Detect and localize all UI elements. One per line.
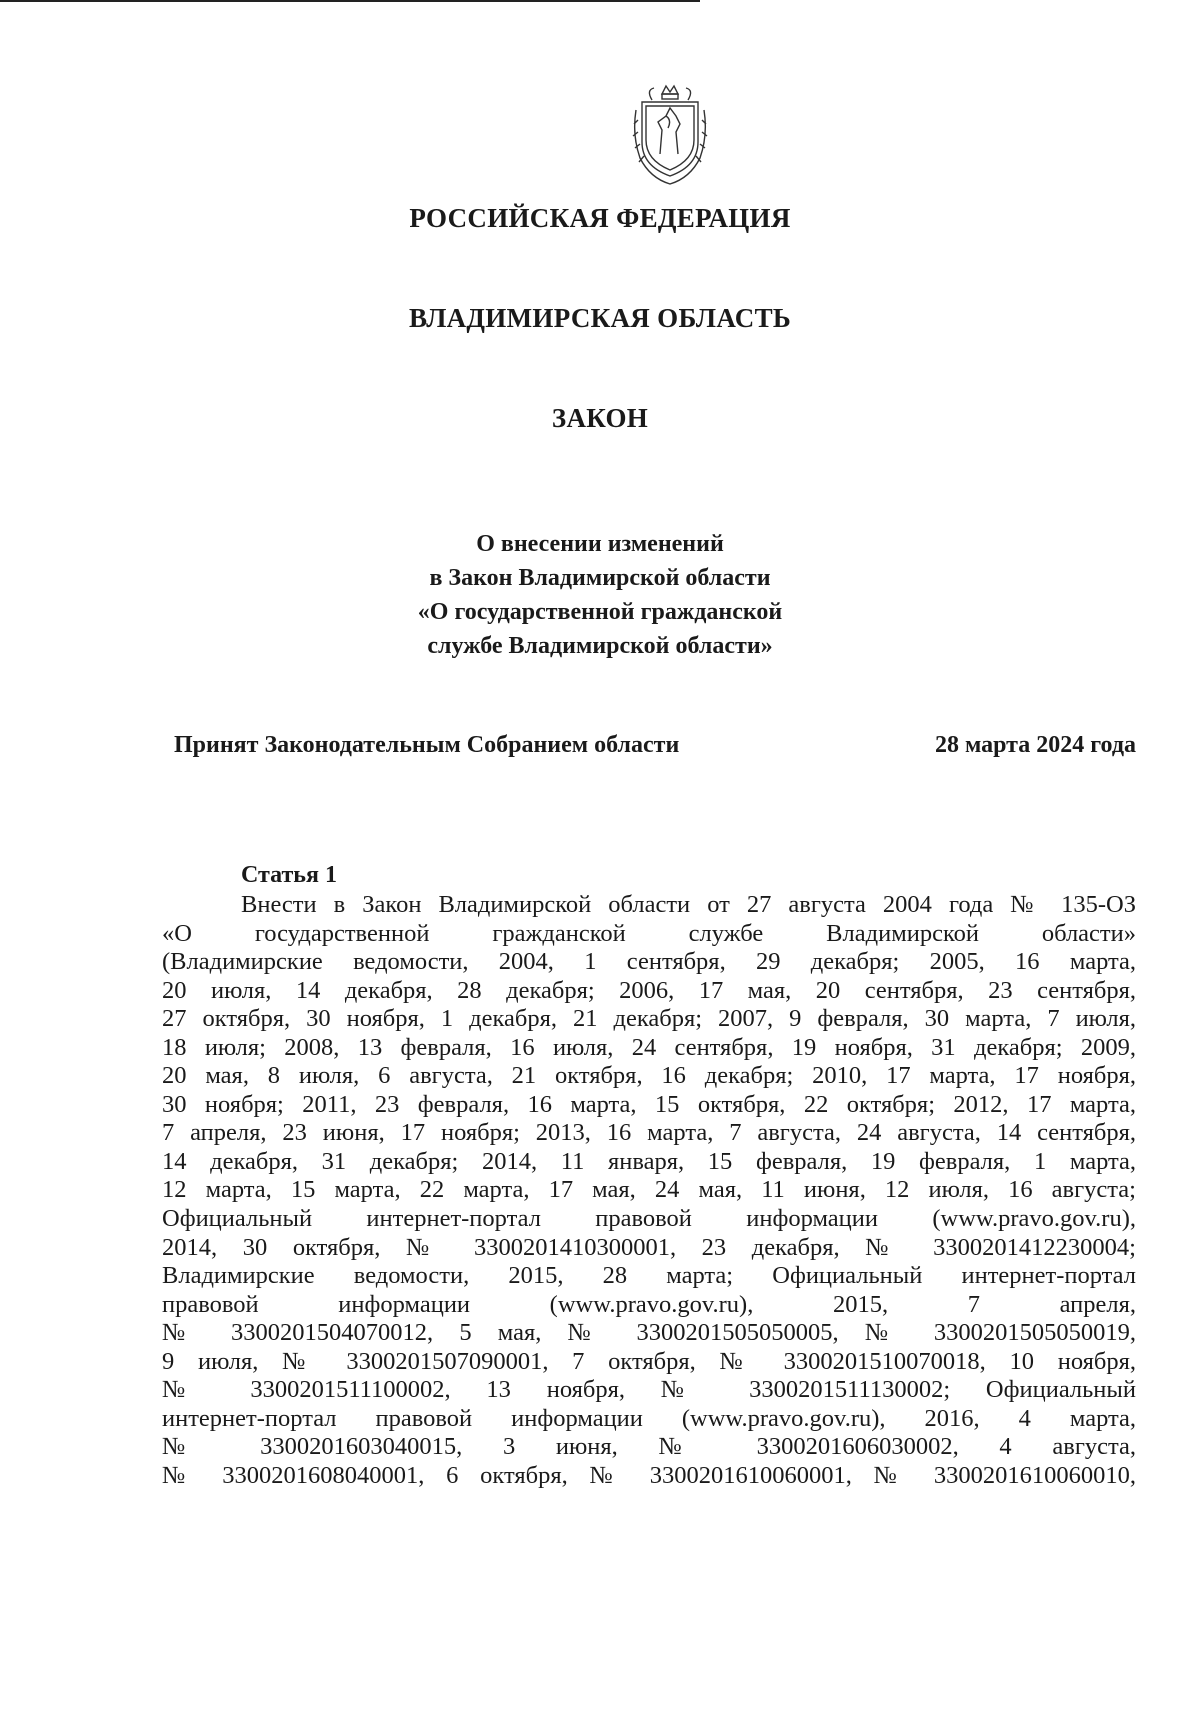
article-line: 18 июля; 2008, 13 февраля, 16 июля, 24 сентября, 19 ноября, 31 декабря; 2009, (162, 1033, 1136, 1061)
article-line: 2014, 30 октября, № 3300201410300001, 23 декабря, № 3300201412230004; (162, 1233, 1136, 1261)
article-line: № 3300201511100002, 13 ноября, № 3300201511130002; Официальный (162, 1376, 1136, 1404)
article-line: правовой информации (www.pravo.gov.ru), 2015, 7 апреля, (162, 1290, 1136, 1318)
country-heading: РОССИЙСКАЯ ФЕДЕРАЦИЯ (409, 203, 791, 233)
law-title-line: службе Владимирской области» (427, 633, 773, 659)
law-title-line: в Закон Владимирской области (429, 565, 771, 591)
adopted-by-label: Принят Законодательным Собранием области (174, 732, 680, 758)
article-line: Официальный интернет-портал правовой информации (www.pravo.gov.ru), (162, 1205, 1136, 1233)
article-line: «О государственной гражданской службе Владимирской области» (162, 919, 1136, 947)
article-heading: Статья 1 (241, 862, 337, 888)
article-line: 20 мая, 8 июля, 6 августа, 21 октября, 16 декабря; 2010, 17 марта, 17 ноября, (162, 1062, 1136, 1090)
article-line: № 3300201504070012, 5 мая, № 3300201505050005, № 3300201505050019, (162, 1319, 1136, 1347)
region-heading: ВЛАДИМИРСКАЯ ОБЛАСТЬ (408, 303, 792, 333)
adoption-date: 28 марта 2024 года (934, 732, 1136, 758)
article-line: 12 марта, 15 марта, 22 марта, 17 мая, 24 мая, 11 июня, 12 июля, 16 августа; (162, 1176, 1136, 1204)
article-line: Внести в Закон Владимирской области от 27 августа 2004 года № 135-ОЗ (241, 891, 1136, 918)
article-line: 9 июля, № 3300201507090001, 7 октября, № 3300201510070018, 10 ноября, (162, 1347, 1136, 1375)
article-line: 27 октября, 30 ноября, 1 декабря, 21 декабря; 2007, 9 февраля, 30 марта, 7 июля, (162, 1005, 1136, 1033)
article-line: интернет-портал правовой информации (www.pravo.gov.ru), 2016, 4 марта, (162, 1404, 1136, 1432)
law-title-line: «О государственной гражданской (417, 599, 783, 625)
coat-of-arms-icon (632, 80, 708, 186)
article-line: (Владимирские ведомости, 2004, 1 сентября, 29 декабря; 2005, 16 марта, (162, 948, 1136, 976)
article-line: 30 ноября; 2011, 23 февраля, 16 марта, 15 октября, 22 октября; 2012, 17 марта, (162, 1090, 1136, 1118)
article-line: 14 декабря, 31 декабря; 2014, 11 января, 15 февраля, 19 февраля, 1 марта, (162, 1147, 1136, 1175)
article-line: № 3300201608040001, 6 октября, № 3300201610060001, № 3300201610060010, (162, 1461, 1136, 1489)
scan-edge-line (0, 0, 700, 2)
document-type-heading: ЗАКОН (551, 403, 649, 433)
law-title-line: О внесении изменений (476, 531, 724, 557)
article-line: Владимирские ведомости, 2015, 28 марта; Официальный интернет-портал (162, 1262, 1136, 1290)
article-line: 20 июля, 14 декабря, 28 декабря; 2006, 17 мая, 20 сентября, 23 сентября, (162, 976, 1136, 1004)
law-title (0, 527, 1200, 663)
article-line: № 3300201603040015, 3 июня, № 3300201606030002, 4 августа, (162, 1433, 1136, 1461)
article-body (162, 891, 1136, 1490)
article-line: 7 апреля, 23 июня, 17 ноября; 2013, 16 марта, 7 августа, 24 августа, 14 сентября, (162, 1119, 1136, 1147)
